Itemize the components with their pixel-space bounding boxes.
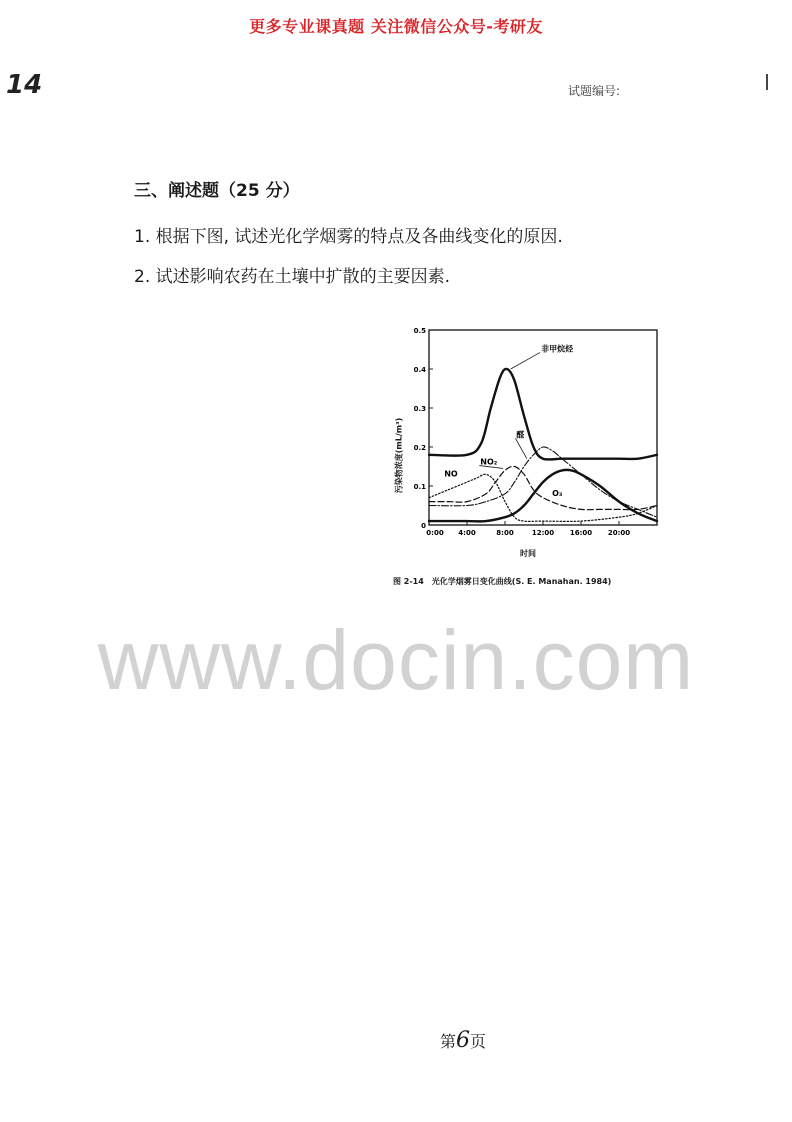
series-line-o3 (429, 470, 657, 522)
section-heading: 三、阐述题（25 分） (134, 181, 300, 201)
x-tick-label: 16:00 (569, 529, 593, 537)
series-label-nmhc: 非甲烷烃 (541, 344, 574, 354)
y-tick-label: 0.5 (413, 327, 426, 335)
smog-chart (385, 320, 675, 600)
y-tick-label: 0.3 (413, 405, 426, 413)
chart-svg (385, 320, 675, 570)
y-tick-label: 0.1 (413, 483, 426, 491)
series-leader-nmhc (511, 352, 540, 369)
y-tick-label: 0.2 (413, 444, 426, 452)
exam-code-label: 试题编号: (568, 84, 621, 98)
series-label-o3: O₃ (552, 488, 563, 498)
footer-prefix: 第 (440, 1032, 457, 1051)
series-label-aldehyde: 醛 (516, 430, 525, 440)
page-footer (440, 1028, 486, 1053)
corner-mark: 14 (6, 70, 43, 100)
series-line-nmhc (429, 369, 657, 460)
question-1: 1. 根据下图, 试述光化学烟雾的特点及各曲线变化的原因. (134, 227, 563, 247)
promo-banner: 更多专业课真题 关注微信公众号-考研友 (249, 17, 543, 36)
chart-xlabel: 时间 (520, 549, 536, 558)
footer-suffix: 页 (470, 1032, 487, 1051)
x-tick-label: 20:00 (607, 529, 631, 537)
chart-caption: 图 2-14 光化学烟雾日变化曲线(S. E. Manahan. 1984) (393, 577, 612, 586)
page-number: 6 (456, 1028, 471, 1053)
series-label-no2: NO₂ (480, 457, 498, 467)
watermark: www.docin.com (97, 613, 695, 707)
y-tick-label: 0.4 (413, 366, 426, 374)
plot-frame (429, 330, 657, 525)
x-tick-label: 0:00 (426, 529, 444, 537)
x-tick-label: 12:00 (531, 529, 555, 537)
x-tick-label: 8:00 (496, 529, 514, 537)
series-leader-aldehyde (515, 438, 526, 458)
question-2: 2. 试述影响农药在土壤中扩散的主要因素. (134, 267, 451, 287)
x-tick-label: 4:00 (458, 529, 476, 537)
y-tick-label: 0 (421, 522, 426, 530)
series-label-no: NO (444, 469, 458, 479)
chart-ylabel: 污染物浓度(mL/m³) (394, 417, 404, 494)
scan-edge-mark (766, 74, 768, 90)
